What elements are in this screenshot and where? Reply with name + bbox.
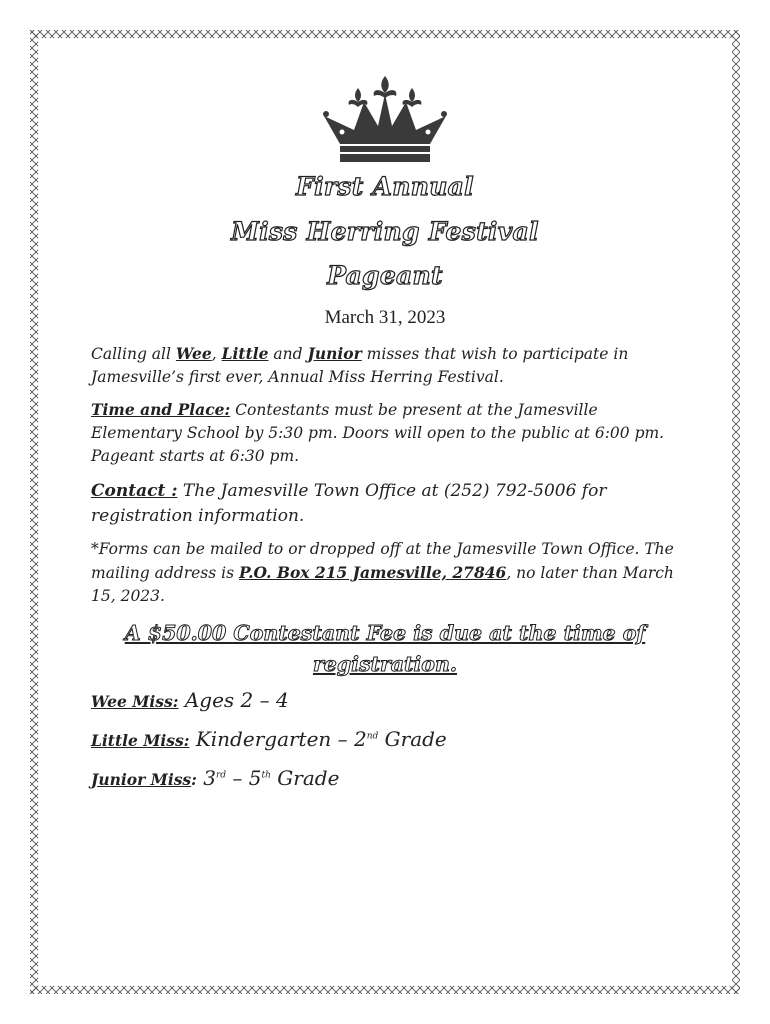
junior-miss-grade-start: 3	[196, 766, 216, 790]
intro-and: and	[268, 345, 308, 363]
title-line-2: Miss Herring Festival	[231, 217, 539, 246]
junior-miss-grade	[197, 766, 340, 790]
little-miss-grade-suffix: nd	[366, 731, 379, 742]
time-place-text: Contestants must be present at the Jamesville Elementary School by 5:30 pm. Doors will open to the public at 6:00 pm. Pageant starts at 6:30 pm.	[91, 401, 665, 465]
wee-miss-label: Wee Miss:	[91, 692, 179, 711]
intro-paragraph	[91, 342, 691, 389]
forms-prefix: *Forms can be mailed to or dropped off at the Jamesville Town Office. The mailing address is	[91, 540, 674, 582]
category-little-miss	[91, 727, 691, 751]
junior-miss-grade-word: Grade	[270, 766, 340, 790]
little-miss-grade	[189, 727, 446, 751]
mailing-address: P.O. Box 215 Jamesville, 27846	[238, 563, 507, 582]
junior-miss-grade-end-suffix: th	[261, 770, 271, 781]
forms-paragraph	[91, 538, 691, 608]
time-place-label: Time and Place:	[91, 400, 231, 419]
intro-little: Little	[221, 344, 269, 363]
junior-miss-grade-start-suffix: rd	[216, 770, 227, 781]
time-place-paragraph	[91, 398, 691, 468]
junior-miss-colon: :	[191, 770, 197, 789]
contact-text: The Jamesville Town Office at (252) 792-5006 for registration information.	[91, 481, 607, 526]
category-junior-miss	[91, 766, 691, 790]
forms-suffix: , no later than March 15, 2023.	[91, 564, 674, 605]
category-wee-miss	[91, 688, 691, 712]
little-miss-label: Little Miss:	[91, 731, 190, 750]
intro-junior: Junior	[307, 344, 362, 363]
junior-miss-grade-end: – 5	[226, 766, 262, 790]
contact-paragraph	[91, 479, 691, 529]
contestant-fee-notice: A $50.00 Contestant Fee is due at the time of registration.	[124, 621, 646, 676]
little-miss-grade-text: Kindergarten – 2	[189, 727, 367, 751]
little-miss-grade-word: Grade	[378, 727, 447, 751]
title-line-1: First Annual	[296, 172, 474, 201]
intro-wee: Wee	[175, 344, 212, 363]
crown-icon	[320, 74, 450, 164]
junior-miss-label: Junior Miss	[91, 770, 192, 789]
intro-suffix: misses that wish to participate in Jamesville’s first ever, Annual Miss Herring Festival.	[91, 345, 629, 386]
contact-label: Contact :	[91, 481, 178, 501]
intro-prefix: Calling all	[91, 345, 176, 363]
event-date: March 31, 2023	[324, 307, 446, 328]
intro-sep: ,	[211, 345, 222, 363]
title-line-3: Pageant	[327, 261, 443, 290]
wee-miss-ages: Ages 2 – 4	[178, 688, 289, 712]
